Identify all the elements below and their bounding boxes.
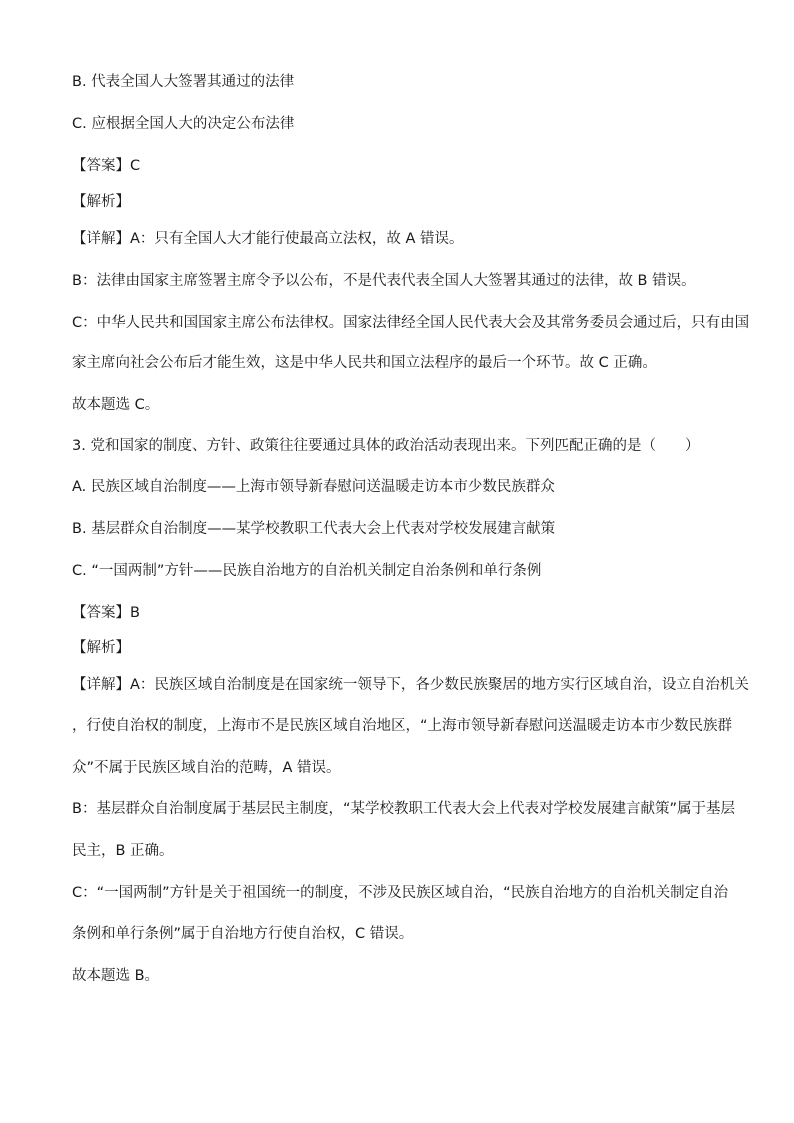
answer-label: 【答案】 [72, 605, 130, 621]
detail-text: A：民族区域自治制度是在国家统一领导下，各少数民族聚居的地方实行区域自治，设立自治机关 [130, 677, 749, 693]
q2-detail-a [72, 229, 732, 249]
detail-text: A：只有全国人大才能行使最高立法权，故 A 错误。 [130, 231, 464, 247]
q2-detail-b: B：法律由国家主席签署主席令予以公布，不是代表代表全国人大签署其通过的法律，故 B 错误。 [72, 273, 696, 289]
q2-conclusion: 故本题选 C。 [72, 397, 160, 413]
q3-option-c: C. “一国两制”方针——民族自治地方的自治机关制定自治条例和单行条例 [72, 563, 542, 579]
q2-option-c: C. 应根据全国人大的决定公布法律 [72, 116, 295, 132]
q2-analysis-label: 【解析】 [72, 194, 130, 210]
q3-detail-c-line2: 条例和单行条例”属于自治地方行使自治权，C 错误。 [72, 926, 414, 942]
q3-detail-b-line2: 民主，B 正确。 [72, 843, 174, 859]
q2-answer-line [72, 156, 732, 176]
q2-detail-c-line2: 家主席向社会公布后才能生效，这是中华人民共和国立法程序的最后一个环节。故 C 正确。 [72, 355, 657, 371]
q3-option-b: B. 基层群众自治制度——某学校教职工代表大会上代表对学校发展建言献策 [72, 521, 556, 537]
q3-option-a: A. 民族区域自治制度——上海市领导新春慰问送温暖走访本市少数民族群众 [72, 479, 555, 495]
q3-stem: 3. 党和国家的制度、方针、政策往往要通过具体的政治活动表现出来。下列匹配正确的是（ ） [72, 438, 700, 454]
detail-label: 【详解】 [72, 231, 130, 247]
answer-value: C [130, 158, 141, 174]
q3-detail-c-line1: C：“一国两制”方针是关于祖国统一的制度，不涉及民族区域自治，“民族自治地方的自治机关制定自治 [72, 885, 729, 901]
detail-label: 【详解】 [72, 677, 130, 693]
q3-detail-b-line1: B：基层群众自治制度属于基层民主制度，“某学校教职工代表大会上代表对学校发展建言献策”属于基层 [72, 801, 735, 817]
q3-analysis-label: 【解析】 [72, 640, 130, 656]
q2-option-b: B. 代表全国人大签署其通过的法律 [72, 74, 295, 90]
q3-detail-a-line2: ，行使自治权的制度，上海市不是民族区域自治地区，“上海市领导新春慰问送温暖走访本市少数民族群 [72, 718, 733, 734]
answer-label: 【答案】 [72, 158, 130, 174]
q2-detail-c-line1: C：中华人民共和国国家主席公布法律权。国家法律经全国人民代表大会及其常务委员会通过后，只有由国 [72, 315, 750, 331]
q3-detail-a-line3: 众”不属于民族区域自治的范畴，A 错误。 [72, 760, 341, 776]
answer-value: B [130, 605, 140, 621]
q3-conclusion: 故本题选 B。 [72, 968, 160, 984]
q3-detail-a-line1 [72, 675, 749, 695]
q3-answer-line [72, 603, 732, 623]
